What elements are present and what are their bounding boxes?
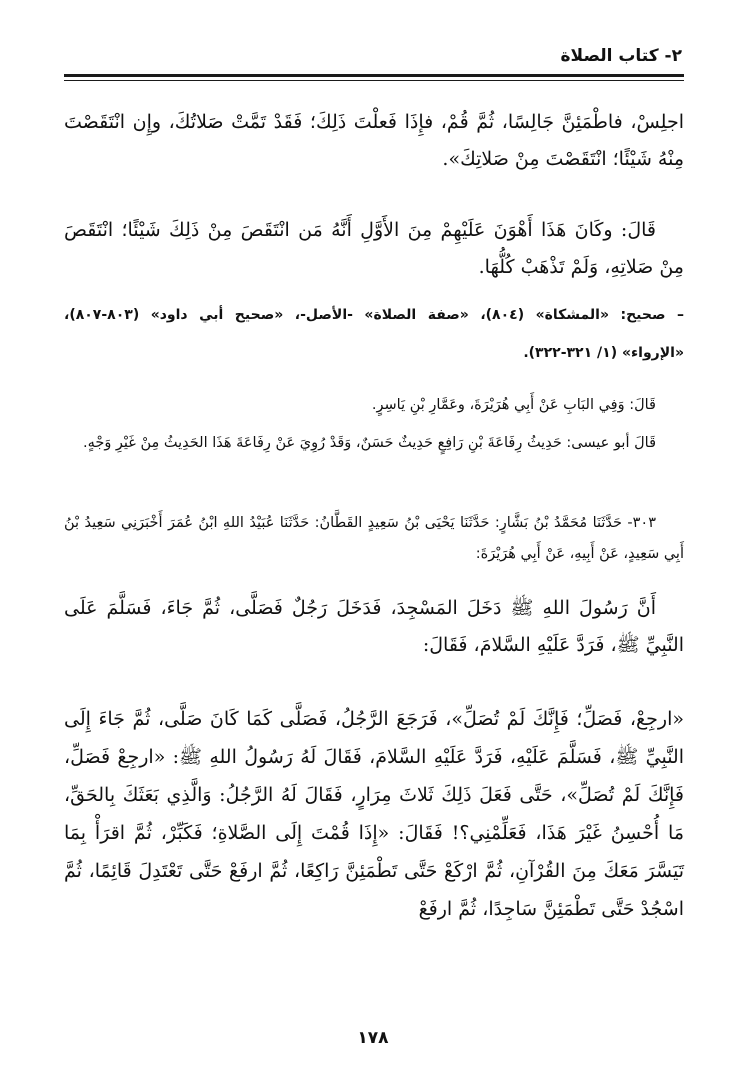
chapter-note-paragraph: قَالَ: وَفِي البَابِ عَنْ أَبِي هُرَيْرَةَ، وعَمَّارِ بْنِ يَاسِرٍ. xyxy=(371,397,656,413)
header-rule-thick xyxy=(64,74,684,77)
chapter-header: ٢- كتاب الصلاة xyxy=(560,46,682,66)
abu-isa-comment-paragraph: قَالَ أبو عيسى: حَدِيثُ رِفَاعَةَ بْنِ رَافِعٍ حَدِيثٌ حَسَنٌ، وَقَدْ رُوِيَ عَنْ رِفَاعَةَ هَذَا الحَدِيثُ مِنْ غَيْرِ وَجْهٍ. xyxy=(82,435,656,451)
hadith-body-paragraph: «ارجِعْ، فَصَلِّ؛ فَإِنَّكَ لَمْ تُصَلِّ»، فَرَجَعَ الرَّجُلُ، فَصَلَّى كَمَا كَانَ صَلَّى، ثُمَّ جَاءَ إِلَى النَّبِيِّ ﷺ، فَسَلَّمَ عَلَيْهِ، فَرَدَّ عَلَيْهِ السَّلامَ، فَقَالَ لَهُ رَسُولُ اللهِ ﷺ: «ارجِعْ فَصَلِّ، فَإِنَّكَ لَمْ تُصَلِّ»، حَتَّى فَعَلَ ذَلِكَ ثَلاثَ مِرَارٍ، فَقَالَ لَهُ الرَّجُلُ: وَالَّذِي بَعَثَكَ بِالحَقِّ، مَا أُحْسِنُ غَيْرَ هَذَا، فَعَلِّمْنِي؟! فَقَالَ: «إِذَا قُمْتَ إِلَى الصَّلاةِ؛ فَكَبِّرْ، ثُمَّ اقرَأْ بِمَا تَيَسَّرَ مَعَكَ مِنَ القُرْآنِ، ثُمَّ ارْكَعْ حَتَّى تَطْمَئِنَّ رَاكِعًا، ثُمَّ ارفَعْ حَتَّى تَعْتَدِلَ قَائِمًا، ثُمَّ اسْجُدْ حَتَّى تَطْمَئِنَّ سَاجِدًا، ثُمَّ ارفَعْ xyxy=(64,708,684,920)
header-rule-thin xyxy=(64,80,684,81)
hadith-opening-paragraph: أَنَّ رَسُولَ اللهِ ﷺ دَخَلَ المَسْجِدَ، فَدَخَلَ رَجُلٌ فَصَلَّى، ثُمَّ جَاءَ، فَسَلَّمَ عَلَى النَّبِيِّ ﷺ، فَرَدَّ عَلَيْهِ السَّلامَ، فَقَالَ: xyxy=(64,597,684,656)
hadith-continuation-paragraph: اجلِسْ، فاطْمَئِنَّ جَالِسًا، ثُمَّ قُمْ، فإِذَا فَعلْتَ ذَلِكَ؛ فَقَدْ تَمَّتْ صَلاتُكَ، وإِن انْتَقَصْتَ مِنْهُ شَيْئًا؛ انْتَقَصْتَ مِنْ صَلاتِكَ». xyxy=(64,111,684,170)
isnad-paragraph: ٣٠٣- حَدَّثَنَا مُحَمَّدُ بْنُ بَشَّارٍ: حَدَّثَنَا يَحْيَى بْنُ سَعِيدٍ القَطَّانُ: حَدَّثَنَا عُبَيْدُ اللهِ ابْنُ عُمَرَ أَخْبَرَنِي سَعِيدُ بْنُ أَبِي سَعِيدٍ، عَنْ أَبِيهِ، عَنْ أَبِي هُرَيْرَةَ: xyxy=(64,515,684,562)
narrator-comment-paragraph: قَالَ: وكَانَ هَذَا أَهْوَنَ عَلَيْهِمْ مِنَ الأَوَّلِ أَنَّهُ مَن انْتَقَصَ مِنْ ذَلِكَ شَيْئًا؛ انْتَقَصَ مِنْ صَلاتِهِ، وَلَمْ تَذْهَبْ كُلُّهَا. xyxy=(64,219,684,278)
grading-sources-paragraph: – صحيح: «المشكاة» (٨٠٤)، «صفة الصلاة» -الأصل-، «صحيح أبي داود» (٨٠٣-٨٠٧)، «الإرواء» (١/ ٣٢١-٣٢٢). xyxy=(64,307,685,361)
page-number: ١٧٨ xyxy=(357,1028,389,1048)
